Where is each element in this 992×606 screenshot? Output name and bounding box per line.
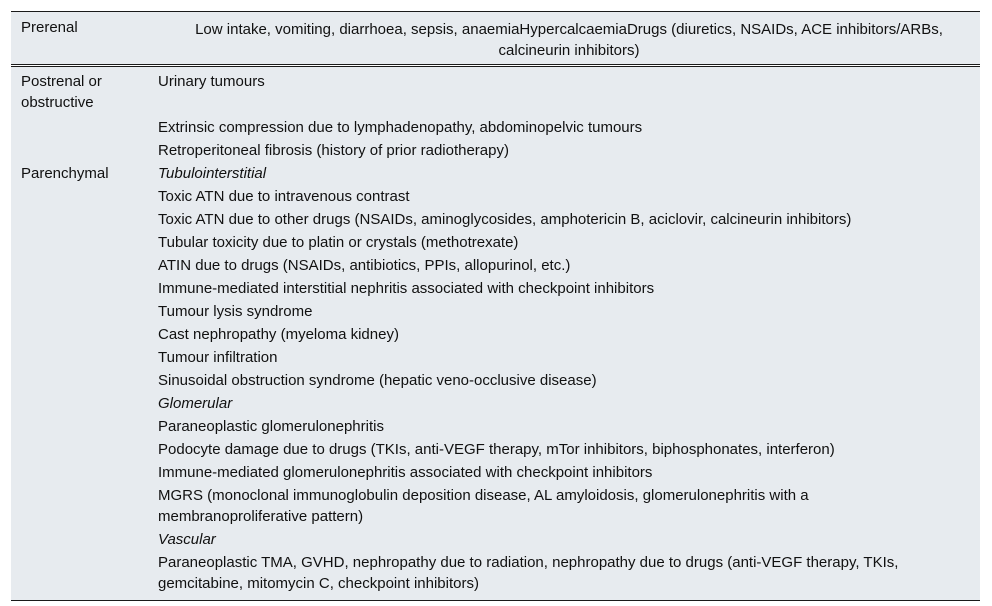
list-item: Podocyte damage due to drugs (TKIs, anti-VEGF therapy, mTor inhibitors, biphosphonates, interferon) [158,441,835,458]
list-item: Urinary tumours [158,73,265,90]
parenchymal-group [11,163,980,596]
list-item: Toxic ATN due to other drugs (NSAIDs, aminoglycosides, amphotericin B, aciclovir, calcineurin inhibitors) [158,211,852,228]
list-item: Toxic ATN due to intravenous contrast [158,188,410,205]
list-item: ATIN due to drugs (NSAIDs, antibiotics, PPIs, allopurinol, etc.) [158,257,571,274]
spacer [158,94,980,117]
section-heading: Glomerular [158,395,233,412]
table-body [11,66,980,601]
list-item: Immune-mediated glomerulonephritis associated with checkpoint inhibitors [158,464,653,481]
postrenal-group [11,71,980,163]
prerenal-row [11,11,980,65]
list-item: Paraneoplastic glomerulonephritis [158,418,384,435]
section-heading: Vascular [158,531,216,548]
list-item: MGRS (monoclonal immunoglobulin deposition disease, AL amyloidosis, glomerulonephritis with a membranoproliferative pattern) [158,487,809,525]
postrenal-label: Postrenal or obstructive [21,73,102,111]
prerenal-text: Low intake, vomiting, diarrhoea, sepsis, anaemiaHypercalcaemiaDrugs (diuretics, NSAIDs, ACE inhibitors/ARBs, calcineurin inhibitors) [195,21,943,59]
list-item: Extrinsic compression due to lymphadenopathy, abdominopelvic tumours [158,119,643,136]
list-item: Retroperitoneal fibrosis (history of prior radiotherapy) [158,142,509,159]
aki-causes-table [11,11,980,601]
list-item: Sinusoidal obstruction syndrome (hepatic veno-occlusive disease) [158,372,597,389]
parenchymal-items [158,163,980,596]
section-heading: Tubulointerstitial [158,165,267,182]
prerenal-label: Prerenal [21,19,78,36]
postrenal-items [158,71,980,163]
list-item: Paraneoplastic TMA, GVHD, nephropathy due to radiation, nephropathy due to drugs (anti-VEGF therapy, TKIs, gemcitabine, mitomycin C, checkpoint inhibitors) [158,554,899,592]
parenchymal-label: Parenchymal [21,165,109,182]
list-item: Tumour infiltration [158,349,278,366]
list-item: Tubular toxicity due to platin or crystals (methotrexate) [158,234,519,251]
list-item: Cast nephropathy (myeloma kidney) [158,326,399,343]
list-item: Immune-mediated interstitial nephritis associated with checkpoint inhibitors [158,280,655,297]
list-item: Tumour lysis syndrome [158,303,313,320]
